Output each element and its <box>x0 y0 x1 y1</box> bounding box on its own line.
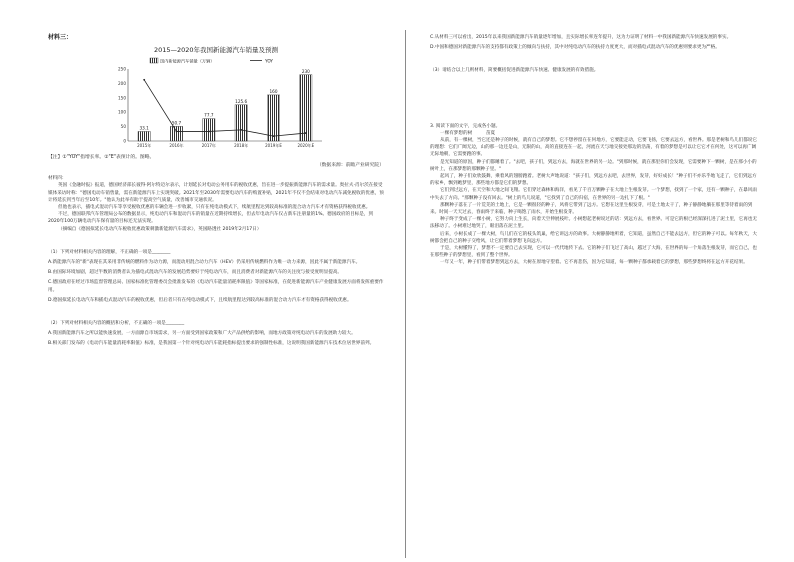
chart-source: （数据来源：前瞻产业研究院） <box>316 162 384 168</box>
bar-value-label: 230 <box>301 69 310 75</box>
bar-value-label: 77.7 <box>204 113 214 119</box>
yoy-point <box>305 133 307 135</box>
bar <box>235 105 247 141</box>
yoy-point <box>273 136 275 138</box>
story-paragraph: 从前，有一棵树，当它还是种子的时候，就有自己的梦想。它不想停留在在何地方，它要能走动，它要飞扬，它要去远方，看世界。那是老树和鸟儿们都说它的理想：它们广阔无边，山的那一边还是山，无限的山，高的直接连在一起，河流在天与地交接处那边的浩荡，有着的梦想是可以让它它才在何处，这可以再广阔无际地朝，它需要跑的事。 <box>430 138 757 158</box>
bar-value-label: 33.1 <box>139 125 149 131</box>
material-4-paragraph: 但他也表示，插电式混动汽车等享受税收优惠的车辆会进一步收紧，只有在纯电动模式下，续航里程达到较高标准的混合动力汽车才有资格获得税收优惠。 <box>58 204 371 210</box>
sales-chart-svg <box>110 55 330 155</box>
question-2-title: （2）下列对材料相关内容的概括和分析，不正确的一项是________ <box>48 320 185 326</box>
question-2-option-b: B.相关部门发布的《电动汽车能量消耗率限值》标准，是我国第一个针对纯电动汽车能耗指标提出要求的强制性标准，这说明我国新能源汽车技术位居世界前列。 <box>48 341 375 347</box>
material-4-paragraph: 英国《金融时报》报道，德国经济部长彼得·阿尔特迈尔表示，计划延长对电动公务用车的税收优惠，旨在进一步提振新能源汽车的需求量。奥拉夫·肖尔茨在接受媒体采访时称："德国电动车销售量，需在新能源汽车上实现突破。2021年至2030年需要电动汽车的购置补贴，2021年不仅不会结束对电动汽车减免税收的优惠，预计将延长到当年后至10年。"他认为此举有助于提高空气质量，改善城市交通状况。 <box>48 183 384 203</box>
x-tick-label: 2018年 <box>234 143 249 149</box>
story-paragraph: 起风了，种子们欢欣鼓舞，乘着风的翅膀跑着。老树大声地说道："孩子们，到远方去吧，去世界，发芽，好好成长！"种子们不亦乐乎地飞走了，它们到远方的家乡，飘到她梦里，那些地方都是它们的梦想。 <box>430 174 757 187</box>
question-2-option-c: C.从材料三可以看出，2015年以来我国新能源汽车销量逐年增加，且实际增长率连年提升，这为力证明了材料一中我国新能源汽车快速发展的事实。 <box>430 35 732 40</box>
story-title: 一棵有梦想的树 苗夏 <box>440 130 496 136</box>
x-tick-label: 2019年E <box>265 143 282 149</box>
question-2-option-d: D.中国和德国对新能源汽车的支持都有政策上的倾向与扶持，其中对纯电动汽车的扶持力度更大，而对插电式混动汽车的优惠则要求更为严格。 <box>430 45 720 51</box>
story-paragraph: 一年又一年，种子们带着梦想到远方去，大树在原地守望着。它不再悲伤，因为它知道，每一颗种子都承载着它的梦想，那些梦想终将在远方开花结果。 <box>440 260 748 266</box>
yoy-point <box>176 131 178 133</box>
x-tick-label: 2016年 <box>169 143 184 149</box>
question-1-title: （1）下列对材料相关内容的理解，不正确的一项是________ <box>48 249 171 255</box>
story-paragraph: 于是，大树懂得了，梦想不一定要自己去实现，它可以一代代地传下去。它的种子们飞过了高山，越过了大海，在世界的每一个角落生根发芽，而它自己，也在那些种子的梦想里，看到了整个世界。 <box>430 246 757 259</box>
bar <box>267 95 279 141</box>
chart-note: 【注】①"YOY"指增长率。②"E"表预计的。图略。 <box>48 155 155 161</box>
question-1-option-c: C.德国政府在经过市场监督管理总局、国家标准化管理委员会批准发布的《电动汽车能量消耗率限值》等国家标准，在促进新能源汽车产业健康发展方面将发挥重要作用。 <box>48 280 384 293</box>
legend-swatch-sales <box>150 58 158 63</box>
reading-section-title: 3. 阅读下面的文字，完成各小题。 <box>430 123 501 129</box>
story-paragraph: 是光知道的原因，种子们都睡着了。"去吧，孩子们，到远方去，海就在世界的另一边。"到那时候，就在那里你们会发现，它需要种下一颗树，是在那小小的树叶上，在那梦想的那颗种子里。" <box>430 159 757 172</box>
yoy-point <box>143 79 145 81</box>
y-tick-label: 0 <box>123 138 126 144</box>
right-column <box>430 34 760 267</box>
y-tick-label: 50 <box>120 124 126 130</box>
question-1-option-b: B.由国际环境加剧，超过半数的消费者认为插电式混动汽车的发展趋势要好于纯电动汽车，而且消费者对新能源汽车的关注度与接受度明显提高。 <box>48 270 343 276</box>
story-paragraph: 种子终于变成了一棵小树，它努力向上生长，向着天空伸展枝叶。小树想起老树说过的话：到远方去，看世界。可是它的根已经深深扎进了泥土里，它再也无法移动了。小树难过地哭了，眼泪落在泥土里。 <box>430 217 757 230</box>
x-tick-label: 2017年 <box>201 143 216 149</box>
bar-value-label: 125.6 <box>235 99 248 105</box>
bar <box>300 75 312 141</box>
legend-label-yoy: YOY <box>265 58 273 64</box>
y-tick-label: 200 <box>118 81 126 87</box>
column-divider <box>405 30 406 558</box>
legend-label-sales: 国内新能源汽车销量（万辆） <box>160 58 215 64</box>
y-tick-label: 150 <box>118 95 126 101</box>
bar <box>170 127 182 142</box>
bar <box>203 119 215 141</box>
x-tick-label: 2015年 <box>137 143 152 149</box>
material-4-paragraph: 不过，德国联邦汽车管理局公布的数据显示，纯电动汽车和混动汽车的销量在近期持续增长，但去年电动汽车仅占新车注册量的1%。德国政府的目标是，到2020年100万辆电动汽车保有量的目标还无法实现。 <box>48 212 374 225</box>
bar-value-label: 50.7 <box>171 120 182 126</box>
question-1-option-d: D.德国拟延长电动汽车和插电式混动汽车的税收优惠，但后者只有在纯电动模式下，且续航里程达到较高标准的混合动力汽车才有资格获得税收优惠。 <box>48 297 352 303</box>
bar-value-label: 160 <box>269 89 278 95</box>
question-3-title: （3）请结合以上几则材料，简要概括促进新能源汽车快速、健康发展的有效措施。 <box>430 68 599 74</box>
y-tick-label: 250 <box>118 66 126 72</box>
chart-title: 2015—2020年我国新能源汽车销量及预测 <box>153 46 279 55</box>
yoy-point <box>208 131 210 133</box>
y-tick-label: 100 <box>118 110 126 116</box>
story-paragraph: 那颗种子落在了一片荒芜的土地上，它是一颗很轻的种子，风将它带到了远方。它想在这里生根发芽，可是土地太干了，种子静静地躺在那里等待着雨的到来。时间一天天过去，春雨终于来临，种子喝饱了雨水，开始生根发芽。 <box>430 202 753 216</box>
story-paragraph: 它们到过远方，在天空和大地之间飞翔。它们穿过森林和海洋，看见了千百万颗种子在大地上生根发芽。一个梦想，找到了一个家，还有一颗种子，在暴风雨中失去了方向。"那颗种子没有回去。"树上的鸟儿说道，"它找到了自己的归宿，在世界的另一边扎下了根。" <box>430 188 757 201</box>
yoy-point <box>240 129 242 131</box>
left-column <box>48 34 384 348</box>
yoy-line <box>144 80 306 136</box>
material-4-heading: 材料四： <box>48 176 67 182</box>
material-3-heading: 材料三： <box>48 34 73 41</box>
bar <box>138 132 150 142</box>
sales-chart <box>110 55 330 155</box>
story-paragraph: 后来，小树长成了一棵大树，鸟儿们在它的枝头筑巢，给它讲远方的故事。大树静静地听着，它知道，虽然自己不能去远方，但它的种子可以。每年秋天，大树都会把自己的种子交给风，让它们带着梦想飞向远方。 <box>430 231 757 244</box>
material-4-source: （摘编自《德国拟延长电动汽车税收优惠政策刺激新能源汽车需求》，英国路透社 2019年2月17日） <box>58 226 262 232</box>
x-tick-label: 2020年E <box>297 143 315 149</box>
question-2-option-a: A.我国新能源汽车之所以能快速发展，一方面源自市场需求，另一方面受到国家政策和广大产品供给的影响，而地方政策对纯电动汽车的发展助力较大。 <box>48 331 356 337</box>
question-1-option-a: A.新能源汽车的"新"表现在其采用非传统的燃料作为动力源，而混动用混合动力汽车（HEV）仍采用传统燃料作为唯一动力来源，因此不属于新能源汽车。 <box>48 259 361 265</box>
